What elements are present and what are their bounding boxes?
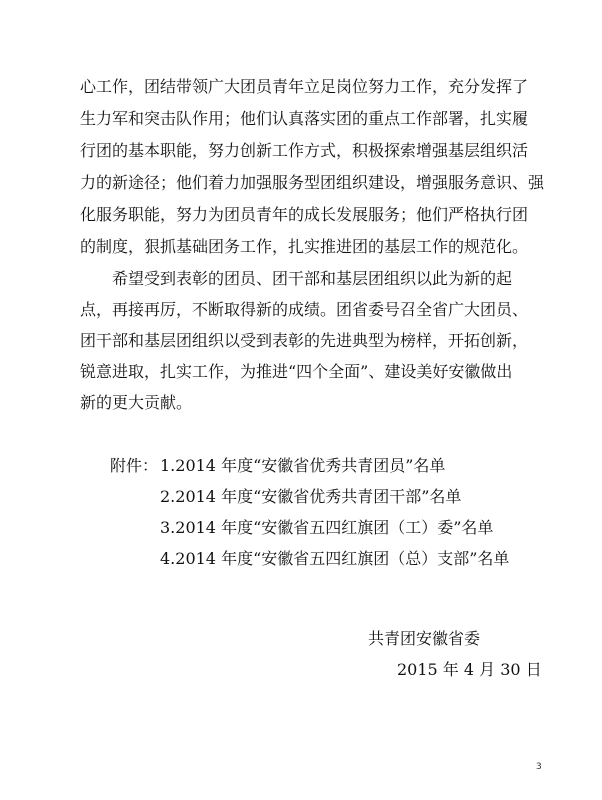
paragraph-line: 的制度，狠抓基础团务工作，扎实推进团的基层工作的规范化。: [80, 237, 529, 256]
paragraph-line: 化服务职能，努力为团员青年的成长发展服务；他们严格执行团: [80, 205, 529, 224]
attachment-item: 3.2014 年度“安徽省五四红旗团（工）委”名单: [160, 518, 494, 537]
attachment-item: 4.2014 年度“安徽省五四红旗团（总）支部”名单: [160, 549, 510, 568]
attachment-item: 2.2014 年度“安徽省优秀共青团干部”名单: [160, 487, 462, 506]
paragraph-line: 心工作，团结带领广大团员青年立足岗位努力工作，充分发挥了: [80, 77, 529, 96]
paragraph-line: 希望受到表彰的团员、团干部和基层团组织以此为新的起: [112, 269, 513, 288]
paragraph-line: 团干部和基层团组织以受到表彰的先进典型为榜样，开拓创新，: [80, 331, 529, 350]
paragraph-line: 力的新途径；他们着力加强服务型团组织建设，增强服务意识、强: [80, 173, 545, 192]
paragraph-line: 生力军和突击队作用；他们认真落实团的重点工作部署，扎实履: [80, 109, 529, 128]
attachment-label: 附件：: [110, 456, 159, 475]
issuing-organization: 共青团安徽省委: [368, 629, 481, 648]
issue-date: 2015 年 4 月 30 日: [397, 660, 542, 679]
page-number: 3: [536, 762, 542, 772]
attachment-item: 1.2014 年度“安徽省优秀共青团员”名单: [160, 456, 446, 475]
paragraph-line: 锐意进取，扎实工作，为推进“四个全面”、建设美好安徽做出: [80, 362, 513, 381]
paragraph-line: 新的更大贡献。: [80, 393, 193, 412]
paragraph-line: 行团的基本职能，努力创新工作方式，积极探索增强基层组织活: [80, 141, 529, 160]
paragraph-line: 点，再接再厉，不断取得新的成绩。团省委号召全省广大团员、: [80, 300, 529, 319]
